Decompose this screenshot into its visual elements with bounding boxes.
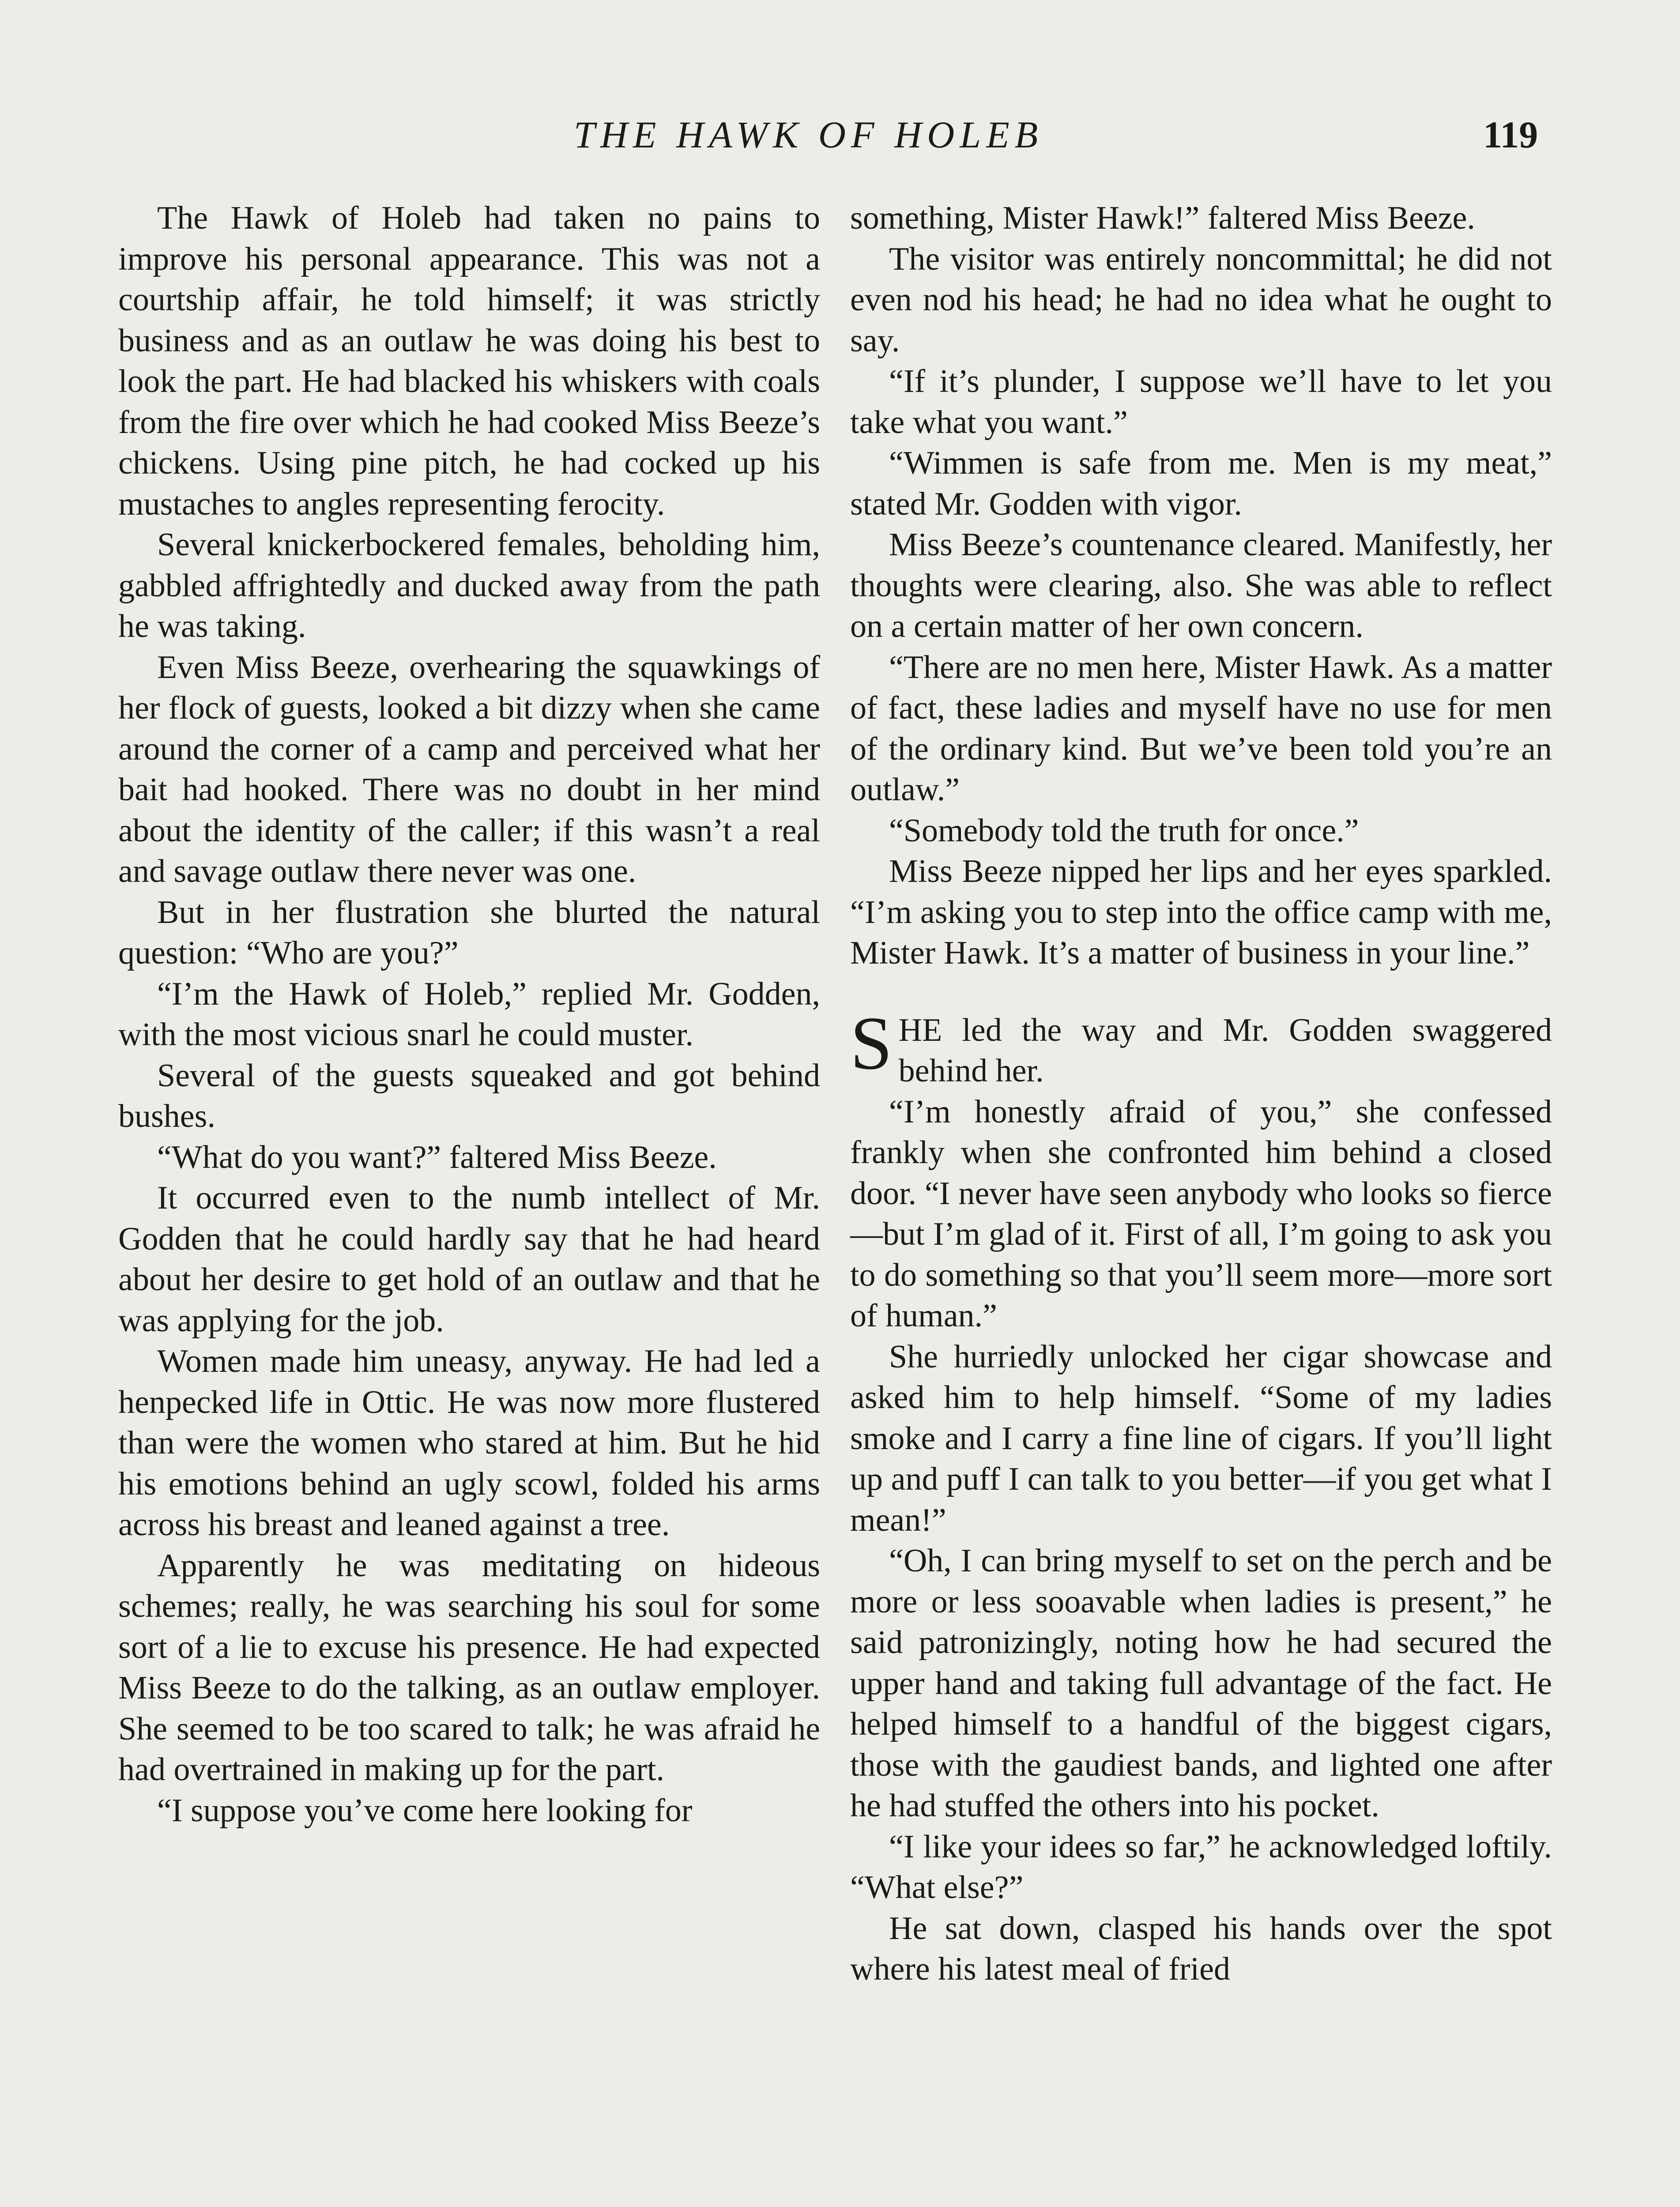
section-opening-text: HE led the way and Mr. Godden swaggered behind her.: [898, 1012, 1552, 1089]
running-title: THE HAWK OF HOLEB: [574, 113, 1043, 156]
paragraph: Several knickerbockered females, beholding him, gabbled affrightedly and ducked away from the path he was taking.: [118, 527, 820, 644]
paragraph: “If it’s plunder, I suppose we’ll have to let you take what you want.”: [850, 363, 1552, 441]
page-header: [0, 113, 1680, 170]
paragraph: “I like your idees so far,” he acknowledged loftily. “What else?”: [850, 1828, 1552, 1906]
paragraph: “Oh, I can bring myself to set on the perch and be more or less sooavable when ladies is present,” he said patronizingly, noting how he had secured the upper hand and taking full advantage of the fact. He helped himself to a handful of the biggest cigars, those with the gaudiest bands, and lighted one after he had stuffed the others into his pocket.: [850, 1543, 1552, 1824]
left-column: [118, 198, 820, 1831]
paragraph: “I suppose you’ve come here looking for: [157, 1792, 693, 1829]
paragraph: “I’m honestly afraid of you,” she confessed frankly when she confronted him behind a closed door. “I never have seen anybody who looks so fierce—but I’m glad of it. First of all, I’m going to ask you to do something so that you’ll seem more—more sort of human.”: [850, 1093, 1552, 1334]
continued-paragraph: something, Mister Hawk!” faltered Miss Beeze.: [850, 200, 1475, 236]
page-number: 119: [1483, 113, 1538, 156]
paragraph: Miss Beeze’s countenance cleared. Manifestly, her thoughts were clearing, also. She was able to reflect on a certain matter of her own concern.: [850, 527, 1552, 644]
paragraph: “What do you want?” faltered Miss Beeze.: [157, 1139, 717, 1175]
drop-cap: S: [850, 1001, 893, 1085]
paragraph: But in her flustration she blurted the natural question: “Who are you?”: [118, 894, 820, 971]
paragraph: The visitor was entirely noncommittal; he did not even nod his head; he had no idea what he ought to say.: [850, 241, 1552, 359]
paragraph: “Somebody told the truth for once.”: [889, 812, 1359, 849]
section-opening-paragraph: [850, 1001, 1552, 1092]
right-column: [850, 198, 1552, 1990]
paragraph: Miss Beeze nipped her lips and her eyes sparkled. “I’m asking you to step into the office camp with me, Mister Hawk. It’s a matter of business in your line.”: [850, 853, 1552, 971]
paragraph: “I’m the Hawk of Holeb,” replied Mr. Godden, with the most vicious snarl he could muster.: [118, 975, 820, 1053]
paragraph: “There are no men here, Mister Hawk. As a matter of fact, these ladies and myself have no use for men of the ordinary kind. But we’ve been told you’re an outlaw.”: [850, 649, 1552, 808]
paragraph: The Hawk of Holeb had taken no pains to improve his personal appearance. This was not a courtship affair, he told himself; it was strictly business and as an outlaw he was doing his best to look the part. He had blacked his whiskers with coals from the fire over which he had cooked Miss Beeze’s chickens. Using pine pitch, he had cocked up his mustaches to angles representing ferocity.: [118, 200, 820, 522]
paragraph: Even Miss Beeze, overhearing the squawkings of her flock of guests, looked a bit dizzy when she came around the corner of a camp and perceived what her bait had hooked. There was no doubt in her mind about the identity of the caller; if this wasn’t a real and savage outlaw there never was one.: [118, 649, 820, 889]
paragraph: “Wimmen is safe from me. Men is my meat,” stated Mr. Godden with vigor.: [850, 445, 1552, 522]
paragraph: He sat down, clasped his hands over the spot where his latest meal of fried: [850, 1910, 1552, 1987]
paragraph: Apparently he was meditating on hideous schemes; really, he was searching his soul for some sort of a lie to excuse his presence. He had expected Miss Beeze to do the talking, as an outlaw employer. She seemed to be too scared to talk; he was afraid he had overtrained in making up for the part.: [118, 1547, 820, 1788]
paragraph: Women made him uneasy, anyway. He had led a henpecked life in Ottic. He was now more flustered than were the women who stared at him. But he hid his emotions behind an ugly scowl, folded his arms across his breast and leaned against a tree.: [118, 1343, 820, 1543]
paragraph: She hurriedly unlocked her cigar showcase and asked him to help himself. “Some of my ladies smoke and I carry a fine line of cigars. If you’ll light up and puff I can talk to you better—if you get what I mean!”: [850, 1338, 1552, 1538]
paragraph: Several of the guests squeaked and got behind bushes.: [118, 1057, 820, 1134]
paragraph: It occurred even to the numb intellect of Mr. Godden that he could hardly say that he had heard about her desire to get hold of an outlaw and that he was applying for the job.: [118, 1180, 820, 1339]
